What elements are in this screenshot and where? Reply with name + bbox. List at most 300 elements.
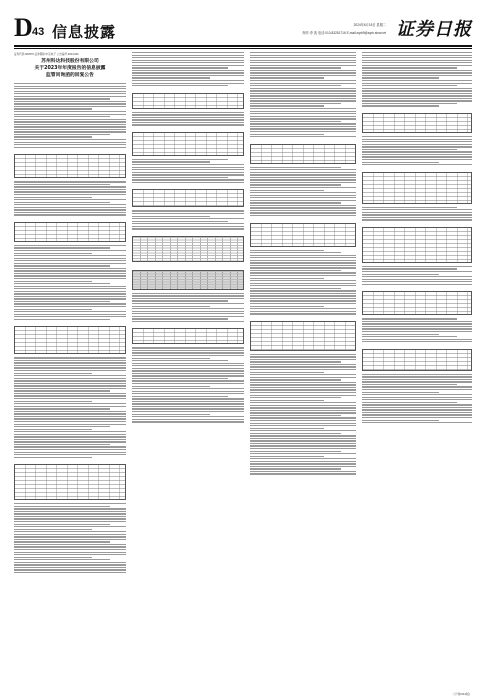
column-body <box>132 52 244 423</box>
continued-note: (下转D44版) <box>453 692 470 696</box>
text-line <box>132 416 244 417</box>
text-line <box>250 272 356 273</box>
text-line <box>132 398 244 399</box>
text-line <box>362 392 439 393</box>
text-line <box>14 181 126 182</box>
text-line <box>14 370 126 371</box>
text-line <box>14 186 126 187</box>
text-line <box>250 98 356 99</box>
text-line <box>14 429 92 430</box>
text-line <box>14 108 92 109</box>
text-line <box>250 400 324 401</box>
text-line <box>250 288 341 289</box>
text-line <box>132 167 244 168</box>
text-line <box>250 134 324 135</box>
text-line <box>14 421 126 422</box>
text-line <box>250 108 356 109</box>
text-line <box>250 384 356 385</box>
text-line <box>14 434 126 435</box>
text-line <box>132 375 244 376</box>
text-line <box>14 114 126 115</box>
text-line <box>250 303 356 304</box>
text-line <box>14 506 110 507</box>
text-line <box>14 544 126 545</box>
text-line <box>14 106 126 107</box>
text-line <box>362 103 457 104</box>
text-line <box>250 468 341 469</box>
text-line <box>250 425 356 426</box>
text-line <box>132 419 244 420</box>
text-line <box>14 367 126 368</box>
text-line <box>362 217 472 218</box>
text-line <box>362 98 472 99</box>
spacer <box>14 149 126 152</box>
text-line <box>362 65 472 66</box>
column-body <box>362 52 472 423</box>
text-line <box>362 376 472 377</box>
text-line <box>14 444 110 445</box>
text-line <box>250 410 356 411</box>
text-line <box>362 90 472 91</box>
text-line <box>362 394 472 395</box>
text-line <box>14 197 92 198</box>
text-line <box>250 75 356 76</box>
spacer <box>362 286 472 289</box>
page-number: 43 <box>32 26 45 38</box>
text-line <box>14 503 126 504</box>
text-line <box>14 253 92 254</box>
text-line <box>14 319 110 320</box>
text-line <box>362 321 472 322</box>
text-line <box>250 402 356 403</box>
text-line <box>14 431 126 432</box>
data-table <box>250 321 356 351</box>
text-line <box>362 422 472 423</box>
text-line <box>132 352 244 353</box>
text-line <box>250 428 324 429</box>
data-table <box>362 113 472 133</box>
text-line <box>132 303 244 304</box>
text-line <box>14 212 126 213</box>
text-line <box>250 453 356 454</box>
text-line <box>250 440 356 441</box>
text-line <box>14 393 126 394</box>
text-line <box>250 280 356 281</box>
text-line <box>14 546 126 547</box>
text-line <box>14 383 126 384</box>
text-line <box>250 262 356 263</box>
text-line <box>362 397 472 398</box>
text-line <box>132 83 244 84</box>
text-line <box>14 293 126 294</box>
text-line <box>250 423 356 424</box>
text-line <box>250 70 356 71</box>
spacer <box>362 167 472 170</box>
text-line <box>362 219 472 220</box>
text-line <box>362 80 472 81</box>
text-line <box>132 228 244 229</box>
text-line <box>132 161 210 162</box>
text-line <box>250 210 356 211</box>
text-line <box>250 116 356 117</box>
data-table <box>362 227 472 263</box>
text-line <box>14 534 126 535</box>
text-line <box>362 67 457 68</box>
text-line <box>14 454 126 455</box>
text-line <box>132 182 244 183</box>
text-line <box>14 296 126 297</box>
text-line <box>362 93 472 94</box>
text-line <box>250 77 324 78</box>
text-line <box>14 449 126 450</box>
spacer <box>14 217 126 220</box>
text-line <box>362 404 472 405</box>
spacer <box>132 265 244 268</box>
text-line <box>362 331 472 332</box>
text-line <box>250 118 356 119</box>
text-line <box>132 373 244 374</box>
text-line <box>14 441 126 442</box>
text-line <box>14 301 110 302</box>
text-line <box>132 306 210 307</box>
spacer <box>132 323 244 326</box>
text-line <box>250 252 341 253</box>
data-table <box>250 223 356 247</box>
text-line <box>250 55 356 56</box>
text-line <box>250 392 356 393</box>
spacer <box>250 218 356 221</box>
section-title: 信息披露 <box>52 23 117 41</box>
text-line <box>14 247 110 248</box>
text-line <box>14 101 126 102</box>
text-line <box>250 415 341 416</box>
text-line <box>132 119 244 120</box>
text-line <box>14 126 126 127</box>
text-line <box>14 541 110 542</box>
text-line <box>250 215 356 216</box>
text-line <box>362 381 472 382</box>
text-line <box>250 473 356 474</box>
text-line <box>14 362 126 363</box>
text-line <box>14 199 126 200</box>
text-line <box>362 57 472 58</box>
text-line <box>132 386 210 387</box>
text-line <box>132 177 228 178</box>
spacer <box>132 127 244 130</box>
text-line <box>132 368 244 369</box>
text-line <box>14 147 126 148</box>
text-line <box>14 552 126 553</box>
text-line <box>250 300 356 301</box>
text-line <box>14 457 92 458</box>
text-line <box>362 151 472 152</box>
text-line <box>250 205 356 206</box>
text-line <box>132 414 210 415</box>
text-line <box>362 72 472 73</box>
text-line <box>14 255 126 256</box>
text-line <box>250 260 356 261</box>
text-line <box>132 122 244 123</box>
column-2 <box>132 52 244 692</box>
headline-company: 苏州科达科技股份有限公司 <box>41 59 99 64</box>
text-line <box>250 308 356 309</box>
text-line <box>250 306 324 307</box>
text-line <box>250 57 356 58</box>
text-line <box>132 159 228 160</box>
text-line <box>362 323 472 324</box>
text-line <box>14 385 126 386</box>
spacer <box>362 344 472 347</box>
text-line <box>14 283 110 284</box>
text-line <box>250 420 356 421</box>
text-line <box>14 401 92 402</box>
text-line <box>14 357 126 358</box>
text-line <box>362 402 457 403</box>
text-line <box>14 446 126 447</box>
text-line <box>362 105 439 106</box>
text-line <box>14 189 126 190</box>
text-line <box>14 103 126 104</box>
text-line <box>14 373 92 374</box>
text-line <box>14 265 110 266</box>
editor-contact: 制作:李 波 电话:010-83251716 E-mail:zqrb9@zqrb.sina.net <box>302 31 386 35</box>
text-line <box>132 408 244 409</box>
text-line <box>14 424 126 425</box>
text-line <box>14 569 126 570</box>
text-line <box>250 463 356 464</box>
text-line <box>14 439 126 440</box>
text-line <box>250 95 356 96</box>
text-line <box>132 316 244 317</box>
text-line <box>250 136 356 137</box>
text-line <box>14 365 126 366</box>
text-line <box>250 359 356 360</box>
text-line <box>14 411 126 412</box>
text-line <box>362 407 472 408</box>
text-line <box>250 113 356 114</box>
text-line <box>14 511 126 512</box>
text-line <box>132 179 244 180</box>
text-line <box>132 293 244 294</box>
text-line <box>14 524 110 525</box>
text-line <box>362 88 472 89</box>
text-line <box>250 192 356 193</box>
text-line <box>362 52 472 53</box>
text-line <box>250 212 356 213</box>
text-line <box>362 384 457 385</box>
text-line <box>362 156 472 157</box>
text-line <box>14 191 126 192</box>
text-line <box>250 182 356 183</box>
text-line <box>250 417 356 418</box>
text-line <box>362 214 472 215</box>
masthead <box>14 13 472 44</box>
text-line <box>250 295 356 296</box>
text-line <box>14 86 126 87</box>
data-table <box>362 172 472 204</box>
text-line <box>250 356 356 357</box>
text-line <box>362 70 472 71</box>
text-line <box>250 290 356 291</box>
text-line <box>132 112 244 113</box>
text-line <box>362 279 472 280</box>
text-line <box>132 370 244 371</box>
text-line <box>14 436 126 437</box>
text-line <box>250 372 324 373</box>
text-line <box>132 117 244 118</box>
text-line <box>250 270 341 271</box>
data-table <box>132 189 244 207</box>
text-line <box>362 164 472 165</box>
text-line <box>14 390 110 391</box>
text-line <box>250 461 356 462</box>
text-line <box>14 539 126 540</box>
text-line <box>362 379 472 380</box>
text-line <box>14 413 126 414</box>
text-line <box>14 513 126 514</box>
text-line <box>250 458 356 459</box>
text-line <box>250 387 356 388</box>
text-line <box>362 144 472 145</box>
text-line <box>14 207 126 208</box>
text-line <box>14 268 126 269</box>
text-line <box>132 350 244 351</box>
text-line <box>14 554 126 555</box>
text-line <box>250 126 356 127</box>
text-line <box>14 129 126 130</box>
data-table <box>14 326 126 354</box>
text-line <box>362 399 472 400</box>
text-line <box>14 309 92 310</box>
text-line <box>250 430 356 431</box>
text-line <box>362 284 472 285</box>
text-line <box>132 300 228 301</box>
text-line <box>250 184 341 185</box>
text-line <box>14 398 126 399</box>
text-line <box>132 406 244 407</box>
spacer <box>250 316 356 319</box>
text-line <box>362 60 472 61</box>
headline-type: 监管问询函的回复公告 <box>46 73 94 78</box>
text-line <box>14 557 92 558</box>
text-line <box>14 258 126 259</box>
text-line <box>132 221 228 222</box>
spacer <box>132 184 244 187</box>
text-line <box>14 416 126 417</box>
text-line <box>250 275 356 276</box>
text-line <box>132 358 210 359</box>
text-line <box>250 128 356 129</box>
text-line <box>14 136 92 137</box>
text-line <box>250 90 356 91</box>
text-line <box>362 326 472 327</box>
text-line <box>362 271 472 272</box>
data-table <box>132 328 244 344</box>
text-line <box>250 466 356 467</box>
data-table <box>14 154 126 178</box>
data-table <box>14 222 126 242</box>
text-line <box>250 293 356 294</box>
text-line <box>250 298 356 299</box>
text-line <box>14 263 126 264</box>
text-line <box>362 136 472 137</box>
header-rule <box>14 45 472 47</box>
text-line <box>250 278 324 279</box>
text-line <box>14 526 126 527</box>
text-line <box>250 67 341 68</box>
text-line <box>132 421 244 422</box>
text-line <box>250 123 356 124</box>
text-line <box>250 103 341 104</box>
text-line <box>132 391 244 392</box>
text-line <box>14 564 126 565</box>
data-table <box>14 464 126 500</box>
text-line <box>132 77 210 78</box>
text-line <box>14 96 126 97</box>
text-line <box>132 65 244 66</box>
column-body <box>250 52 356 475</box>
text-line <box>14 518 126 519</box>
text-line <box>14 562 126 563</box>
text-line <box>250 93 356 94</box>
text-line <box>132 401 244 402</box>
text-line <box>362 274 439 275</box>
text-line <box>14 121 126 122</box>
text-line <box>362 77 439 78</box>
text-line <box>250 374 356 375</box>
text-line <box>14 567 126 568</box>
text-line <box>14 426 110 427</box>
text-line <box>250 187 356 188</box>
text-line <box>362 336 457 337</box>
text-line <box>132 70 244 71</box>
data-table <box>250 144 356 164</box>
spacer <box>14 321 126 324</box>
text-line <box>132 210 244 211</box>
text-line <box>362 141 472 142</box>
data-table <box>132 132 244 156</box>
text-line <box>14 314 126 315</box>
text-line <box>132 363 244 364</box>
text-line <box>14 275 126 276</box>
text-line <box>132 295 244 296</box>
text-line <box>14 418 126 419</box>
text-line <box>250 177 356 178</box>
text-line <box>250 443 356 444</box>
text-line <box>250 80 356 81</box>
text-line <box>14 245 126 246</box>
text-line <box>132 114 244 115</box>
text-line <box>250 121 341 122</box>
text-line <box>250 250 324 251</box>
text-line <box>14 508 126 509</box>
text-line <box>14 142 126 143</box>
text-line <box>14 260 126 261</box>
text-line <box>14 119 126 120</box>
text-line <box>250 407 356 408</box>
text-line <box>14 549 126 550</box>
text-line <box>14 194 126 195</box>
text-line <box>14 98 110 99</box>
text-line <box>362 139 472 140</box>
text-line <box>250 448 356 449</box>
text-line <box>250 433 341 434</box>
text-line <box>14 298 126 299</box>
text-line <box>362 339 472 340</box>
text-line <box>132 169 244 170</box>
text-line <box>14 531 126 532</box>
text-line <box>14 116 110 117</box>
